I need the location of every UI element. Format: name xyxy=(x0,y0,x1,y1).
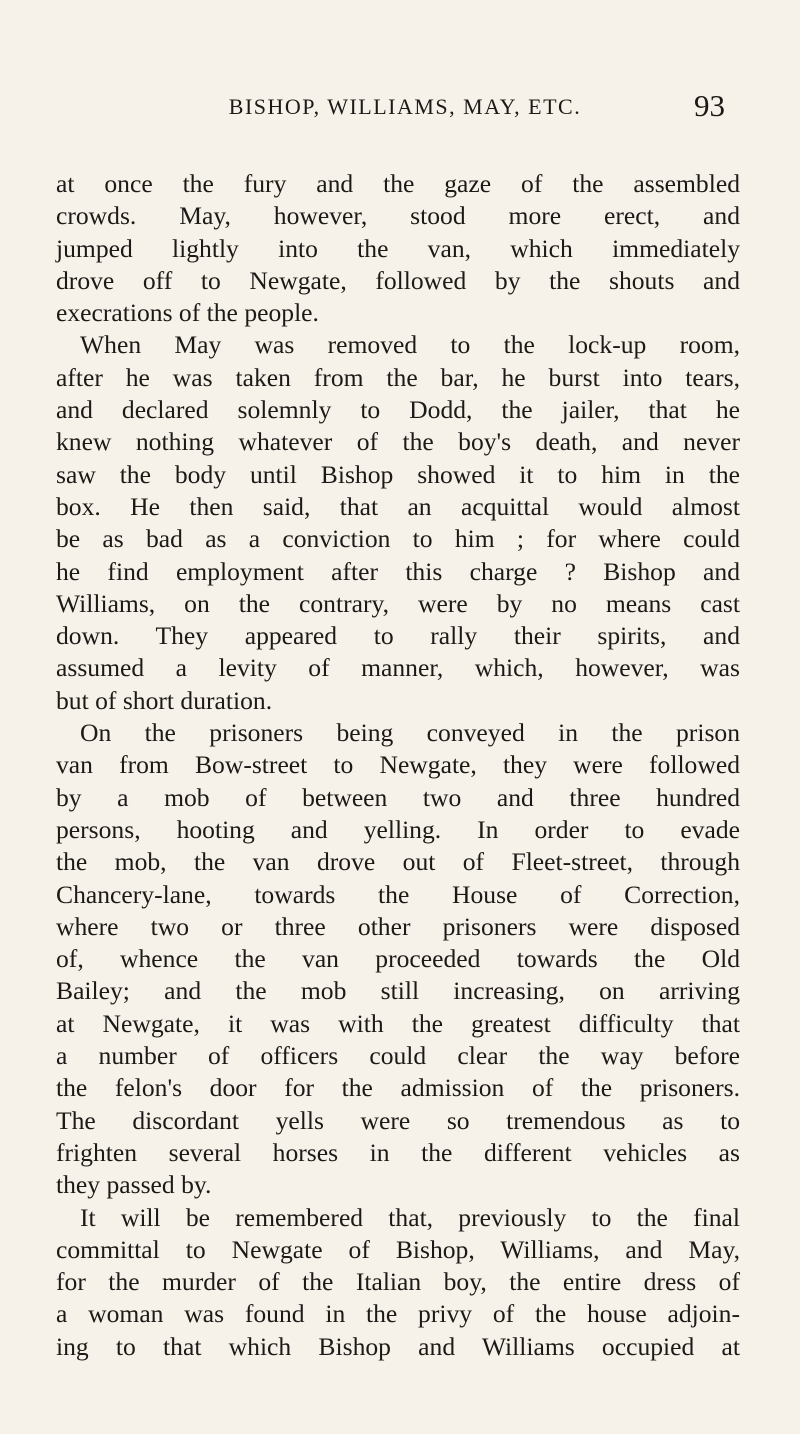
text-line: persons, hooting and yelling. In order to evade xyxy=(56,814,740,844)
paragraph xyxy=(56,329,740,717)
text-line: saw the body until Bishop showed it to him in the xyxy=(56,459,740,489)
text-line: van from Bow-street to Newgate, they were followed xyxy=(56,750,740,780)
text-line: On the prisoners being conveyed in the prison xyxy=(80,718,740,748)
text-line: frighten several horses in the different vehicles as xyxy=(56,1137,740,1167)
text-line: Williams, on the contrary, were by no means cast xyxy=(56,588,740,618)
text-line: down. They appeared to rally their spirits, and xyxy=(56,621,740,651)
text-line: be as bad as a conviction to him ; for where could xyxy=(56,524,740,554)
text-line: committal to Newgate of Bishop, Williams, and May, xyxy=(56,1234,740,1264)
text-line: he find employment after this charge ? Bishop and xyxy=(56,556,740,586)
text-line: for the murder of the Italian boy, the entire dress of xyxy=(56,1267,740,1297)
text-line: ing to that which Bishop and Williams occupied at xyxy=(56,1331,740,1361)
text-line: of, whence the van proceeded towards the Old xyxy=(56,944,740,974)
text-line: and declared solemnly to Dodd, the jailer, that he xyxy=(56,395,740,425)
text-line: the felon's door for the admission of the prisoners. xyxy=(56,1073,740,1103)
text-line: box. He then said, that an acquittal would almost xyxy=(56,491,740,521)
text-line: at Newgate, it was with the greatest difficulty that xyxy=(56,1008,740,1038)
paragraph xyxy=(56,168,740,329)
text-line: at once the fury and the gaze of the assembled xyxy=(56,169,740,198)
text-line: knew nothing whatever of the boy's death, and never xyxy=(56,427,740,457)
text-line: jumped lightly into the van, which immediately xyxy=(56,233,740,263)
text-line: assumed a levity of manner, which, however, was xyxy=(56,653,740,683)
text-line: The discordant yells were so tremendous as to xyxy=(56,1105,740,1135)
body-text xyxy=(56,168,740,1363)
text-line: a number of officers could clear the way before xyxy=(56,1041,740,1071)
paragraph xyxy=(56,1202,740,1363)
text-line: they passed by. xyxy=(56,1170,212,1200)
text-line: drove off to Newgate, followed by the shouts and xyxy=(56,265,740,295)
text-line: execrations of the people. xyxy=(56,298,319,328)
text-line: after he was taken from the bar, he burst into tears, xyxy=(56,362,740,392)
text-line: but of short duration. xyxy=(56,685,273,715)
text-line: Bailey; and the mob still increasing, on arriving xyxy=(56,976,740,1006)
text-line: crowds. May, however, stood more erect, and xyxy=(56,201,740,231)
text-line: where two or three other prisoners were disposed xyxy=(56,911,740,941)
page-number: 93 xyxy=(694,88,725,123)
text-line: It will be remembered that, previously to the final xyxy=(80,1202,740,1232)
running-title: BISHOP, WILLIAMS, MAY, ETC. xyxy=(228,94,582,119)
running-head xyxy=(85,88,725,128)
text-line: by a mob of between two and three hundred xyxy=(56,782,740,812)
paragraph xyxy=(56,717,740,1201)
text-line: a woman was found in the privy of the house adjoin- xyxy=(56,1299,740,1329)
text-line: Chancery-lane, towards the House of Correction, xyxy=(56,879,740,909)
text-line: the mob, the van drove out of Fleet-street, through xyxy=(56,847,740,877)
text-line: When May was removed to the lock-up room, xyxy=(80,330,740,360)
